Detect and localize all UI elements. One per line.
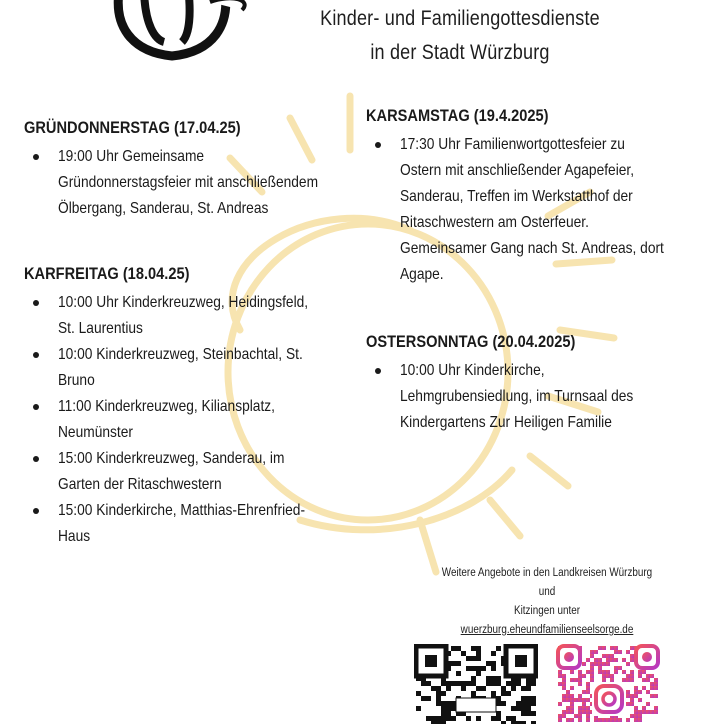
more-info <box>416 564 678 640</box>
event-text-line: 15:00 Kinderkreuzweg, Sanderau, im <box>58 450 285 467</box>
event-text-line: Sanderau, Treffen im Werkstatthof der <box>400 188 633 205</box>
title-line-2: in der Stadt Würzburg <box>370 41 550 64</box>
event-text-line: 19:00 Uhr Gemeinsame <box>58 148 205 165</box>
event-item <box>24 144 364 222</box>
event-text-line: Garten der Ritaschwestern <box>58 476 222 493</box>
bunny-ears-logo-icon <box>92 0 252 66</box>
day-heading: OSTERSONNTAG (20.04.2025) <box>366 332 576 351</box>
event-text-line: 15:00 Kinderkirche, Matthias-Ehrenfried- <box>58 502 306 519</box>
left-column <box>24 116 364 550</box>
right-column <box>366 104 706 436</box>
page-title <box>288 2 632 70</box>
bullet-icon <box>33 456 39 462</box>
bullet-icon <box>375 368 381 374</box>
bullet-icon <box>375 142 381 148</box>
event-text-line: 10:00 Uhr Kinderkirche, <box>400 362 545 379</box>
event-list <box>24 290 364 550</box>
event-text-line: Agape. <box>400 266 444 283</box>
event-text-line: Bruno <box>58 372 95 389</box>
day-section <box>366 330 706 436</box>
event-list <box>366 132 706 288</box>
event-text-line: Ostern mit anschließender Agapefeier, <box>400 162 635 179</box>
event-text <box>58 342 342 394</box>
event-item <box>366 132 706 288</box>
event-text-line: 11:00 Kinderkreuzweg, Kiliansplatz, <box>58 398 275 415</box>
event-text <box>58 144 342 222</box>
day-heading: GRÜNDONNERSTAG (17.04.25) <box>24 118 241 137</box>
event-text-line: 10:00 Kinderkreuzweg, Steinbachtal, St. <box>58 346 303 363</box>
more-info-line-1: Weitere Angebote in den Landkreisen Würzburg und <box>441 567 653 598</box>
event-item <box>24 498 364 550</box>
event-item <box>24 394 364 446</box>
title-line-1: Kinder- und Familiengottesdienste <box>320 7 600 30</box>
event-item <box>24 342 364 394</box>
event-list <box>366 358 706 436</box>
qr-code-icon <box>414 644 538 724</box>
day-section <box>366 104 706 288</box>
day-heading: KARFREITAG (18.04.25) <box>24 264 190 283</box>
event-text <box>400 132 684 288</box>
event-text-line: Ritaschwestern am Osterfeuer. <box>400 214 589 231</box>
bullet-icon <box>33 154 39 160</box>
event-text-line: Lehmgrubensiedlung, im Turnsaal des <box>400 388 634 405</box>
event-text-line: Gemeinsamer Gang nach St. Andreas, dort <box>400 240 664 257</box>
bullet-icon <box>33 300 39 306</box>
event-text-line: Haus <box>58 528 91 545</box>
event-text <box>58 394 342 446</box>
event-text <box>58 290 342 342</box>
event-text-line: St. Laurentius <box>58 320 143 337</box>
event-text-line: 10:00 Uhr Kinderkreuzweg, Heidingsfeld, <box>58 294 309 311</box>
event-text-line: Neumünster <box>58 424 133 441</box>
event-text <box>400 358 684 436</box>
event-text <box>58 498 342 550</box>
more-info-line-2: Kitzingen unter <box>514 605 580 617</box>
bullet-icon <box>33 352 39 358</box>
day-section <box>24 262 364 550</box>
event-text <box>58 446 342 498</box>
event-item <box>24 290 364 342</box>
event-list <box>24 144 364 222</box>
event-text-line: 17:30 Uhr Familienwortgottesfeier zu <box>400 136 625 153</box>
website-link[interactable]: wuerzburg.eheundfamilienseelsorge.de <box>460 624 634 636</box>
event-text-line: Ölbergang, Sanderau, St. Andreas <box>58 200 269 217</box>
instagram-qr-code-icon <box>556 644 662 724</box>
day-heading: KARSAMSTAG (19.4.2025) <box>366 106 549 125</box>
event-item <box>366 358 706 436</box>
event-item <box>24 446 364 498</box>
bullet-icon <box>33 404 39 410</box>
bullet-icon <box>33 508 39 514</box>
event-text-line: Gründonnerstagsfeier mit anschließendem <box>58 174 319 191</box>
day-section <box>24 116 364 222</box>
event-text-line: Kindergartens Zur Heiligen Familie <box>400 414 612 431</box>
